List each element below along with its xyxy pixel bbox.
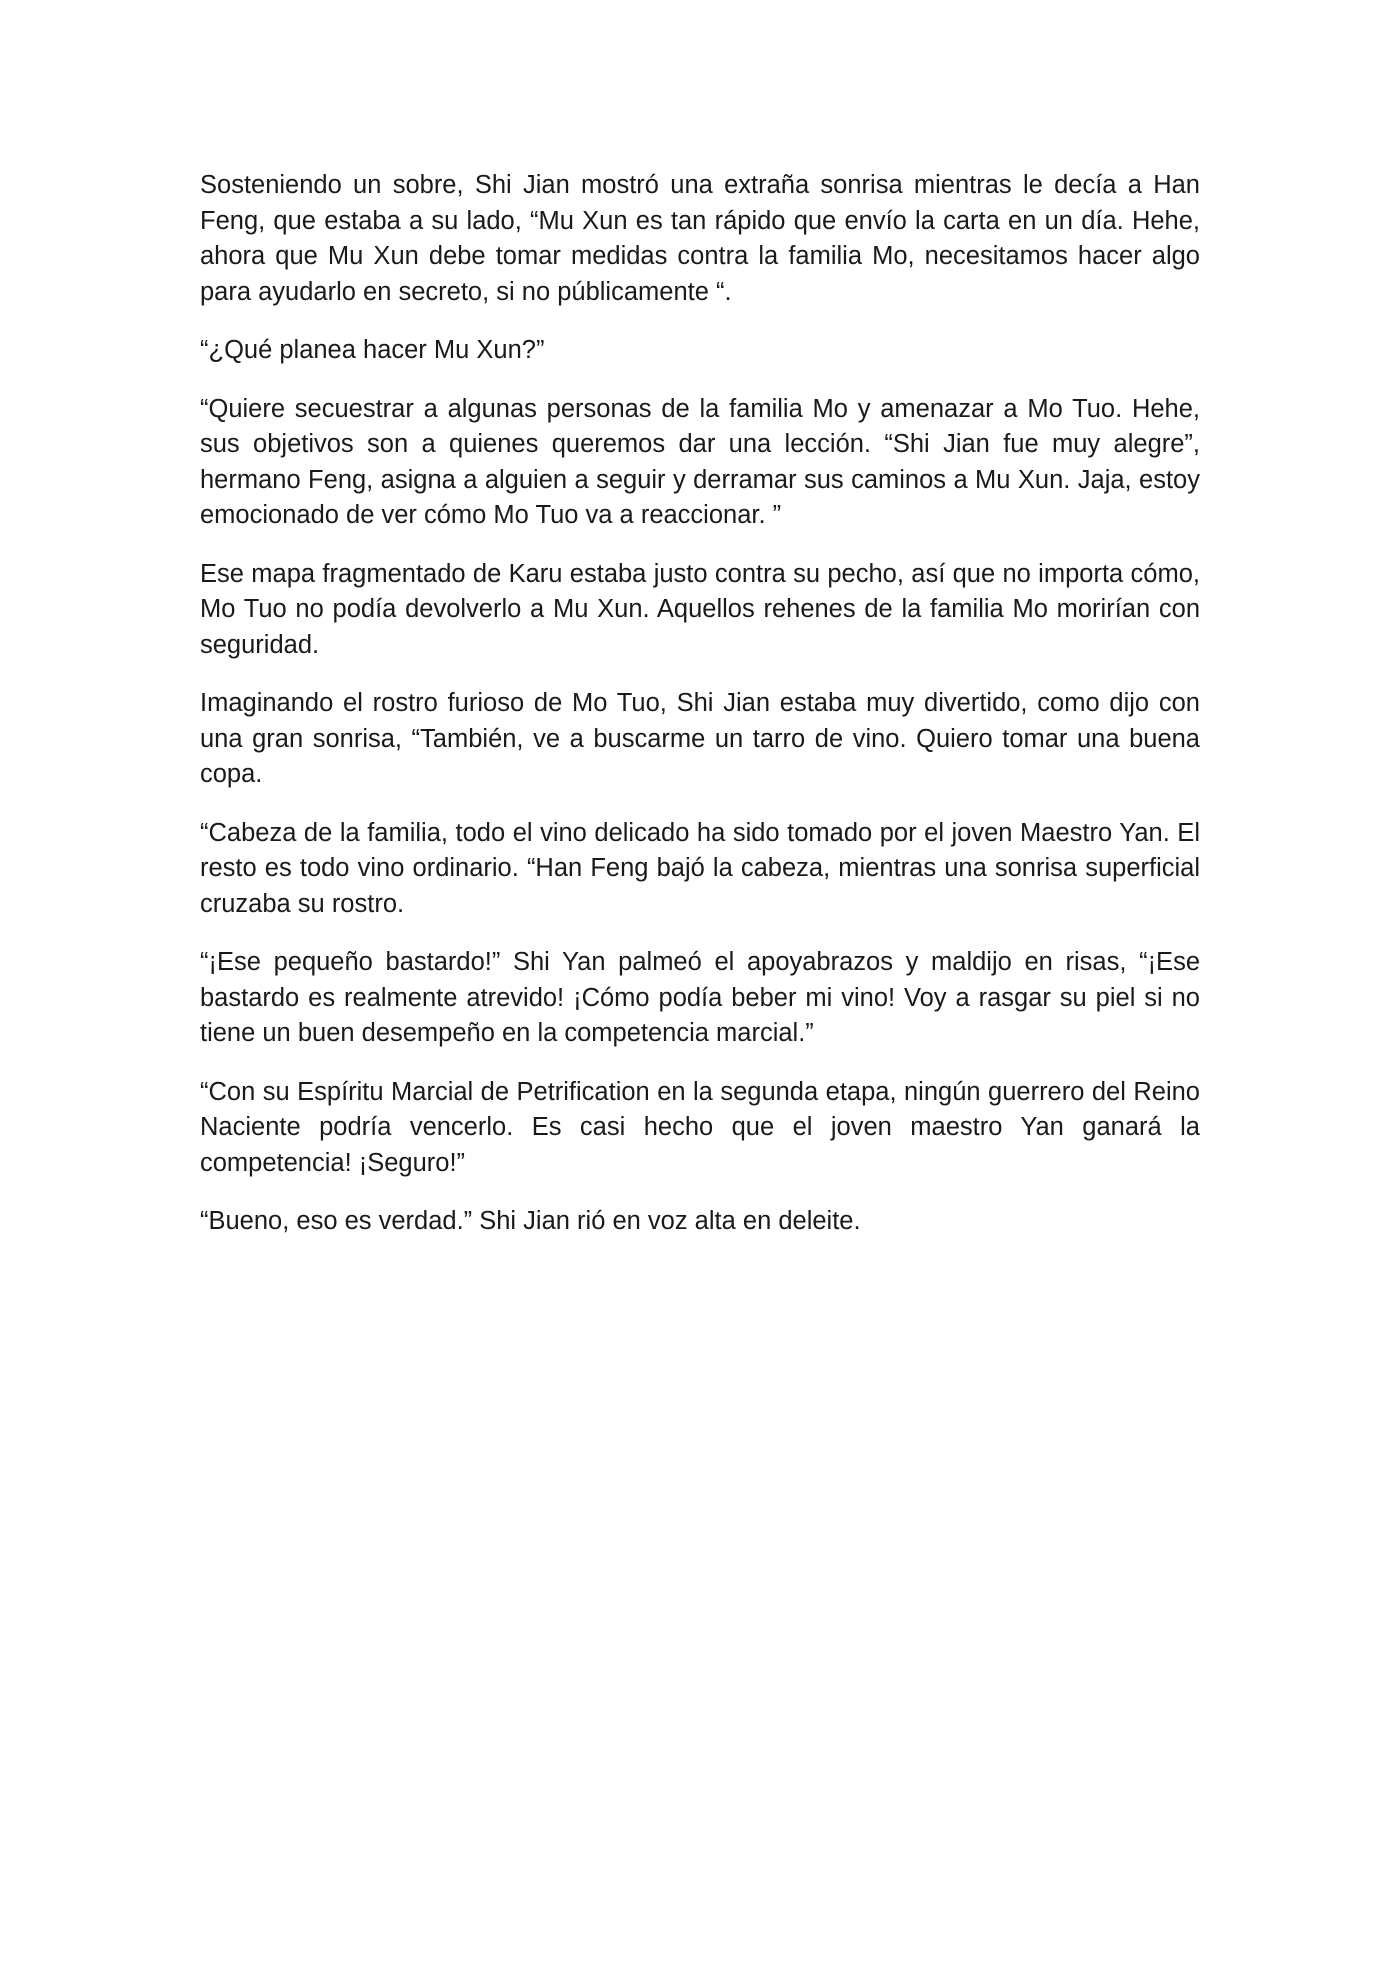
paragraph-1: Sosteniendo un sobre, Shi Jian mostró una extraña sonrisa mientras le decía a Han Feng, que estaba a su lado, “Mu Xun es tan rápido que envío la carta en un día. Hehe, ahora que Mu Xun debe tomar medidas contra la familia Mo, necesitamos hacer algo para ayudarlo en secreto, si no públicamente “. [200, 171, 1200, 306]
paragraph-6: “Cabeza de la familia, todo el vino delicado ha sido tomado por el joven Maestro Yan. El resto es todo vino ordinario. “Han Feng bajó la cabeza, mientras una sonrisa superficial cruzaba su rostro. [200, 818, 1200, 918]
paragraph-8: “Con su Espíritu Marcial de Petrification en la segunda etapa, ningún guerrero del Reino Naciente podría vencerlo. Es casi hecho que el joven maestro Yan ganará la competencia! ¡Seguro!” [200, 1077, 1200, 1177]
paragraph-7: “¡Ese pequeño bastardo!” Shi Yan palmeó el apoyabrazos y maldijo en risas, “¡Ese bastardo es realmente atrevido! ¡Cómo podía beber mi vino! Voy a rasgar su piel si no tiene un buen desempeño en la competencia marcial.” [200, 948, 1200, 1047]
paragraph-5: Imaginando el rostro furioso de Mo Tuo, Shi Jian estaba muy divertido, como dijo con una gran sonrisa, “También, ve a buscarme un tarro de vino. Quiero tomar una buena copa. [200, 689, 1200, 788]
paragraph-4: Ese mapa fragmentado de Karu estaba justo contra su pecho, así que no importa cómo, Mo Tuo no podía devolverlo a Mu Xun. Aquellos rehenes de la familia Mo morirían con seguridad. [200, 559, 1200, 659]
document-body [200, 168, 1200, 1263]
paragraph-2: “¿Qué planea hacer Mu Xun?” [200, 336, 545, 364]
paragraph-3: “Quiere secuestrar a algunas personas de la familia Mo y amenazar a Mo Tuo. Hehe, sus objetivos son a quienes queremos dar una lección. “Shi Jian fue muy alegre”, hermano Feng, asigna a alguien a seguir y derramar sus caminos a Mu Xun. Jaja, estoy emocionado de ver cómo Mo Tuo va a reaccionar. ” [200, 394, 1200, 529]
paragraph-9: “Bueno, eso es verdad.” Shi Jian rió en voz alta en deleite. [200, 1207, 861, 1235]
